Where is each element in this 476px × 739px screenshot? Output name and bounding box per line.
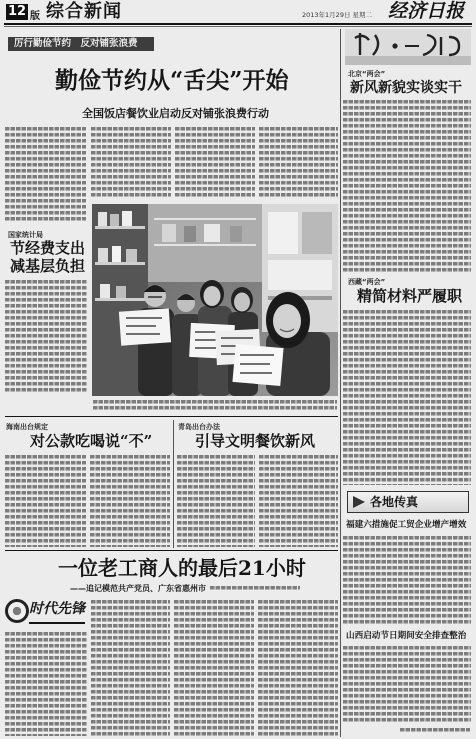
editor-credit	[400, 728, 470, 733]
regional-news-title: 各地传真	[370, 495, 419, 509]
topic-banner: 厉行勤俭节约 反对铺张浪费	[8, 37, 154, 51]
issue-date: 2013年1月29日 星期二	[302, 11, 373, 19]
feature-column-logo	[5, 596, 87, 628]
section-rule	[5, 550, 338, 551]
divider	[29, 622, 85, 624]
ribbon-icon	[353, 496, 365, 508]
article-body-text	[5, 280, 87, 392]
article-body-text	[343, 310, 471, 485]
story-headline: 福建六措施促工贸企业增产增效	[346, 520, 467, 530]
feature-column-title: 时代先锋	[29, 601, 85, 617]
story-headline: 减基层负担	[10, 257, 86, 275]
emblem-icon	[5, 599, 29, 623]
section-title: 综合新闻	[46, 1, 122, 22]
column-logo-graphic	[345, 29, 471, 65]
section-rule	[5, 416, 338, 417]
feature-subheadline-continued	[210, 586, 300, 592]
story-headline: 精简材料严履职	[357, 287, 463, 305]
story-label: 青岛出台办法	[178, 423, 220, 431]
article-body-text	[259, 127, 338, 199]
story-divider	[173, 420, 174, 548]
article-body-text	[91, 600, 170, 736]
story-headline: 新风新貌实谈实干	[350, 80, 462, 96]
story-label: 西藏“两会”	[348, 278, 386, 286]
article-body-text	[175, 127, 255, 199]
article-body-text	[5, 632, 87, 736]
story-label: 国家统计局	[8, 231, 43, 239]
photo-sign	[232, 344, 283, 386]
story-headline: 节经费支出	[10, 239, 86, 257]
story-label: 海南出台规定	[6, 423, 48, 431]
page-suffix: 版	[30, 11, 40, 22]
story-headline: 引导文明餐饮新风	[195, 432, 316, 450]
story-headline: 对公款吃喝说“不”	[30, 432, 153, 450]
masthead: 经济日报	[388, 0, 465, 22]
photo-caption	[93, 400, 337, 412]
article-body-text	[259, 455, 338, 547]
news-photo	[92, 204, 338, 396]
column-divider	[340, 29, 341, 737]
lead-headline: 勤俭节约从“舌尖”开始	[55, 67, 289, 94]
article-body-text	[174, 600, 254, 736]
article-body-text	[90, 455, 170, 547]
feature-subheadline: ——追记模范共产党员、广东省惠州市	[70, 584, 206, 593]
lead-subheadline: 全国饭店餐饮业启动反对铺张浪费行动	[82, 107, 269, 120]
story-label: 北京“两会”	[348, 70, 386, 78]
page-number: 12	[7, 4, 27, 19]
article-body-text	[258, 600, 338, 736]
photo-sign	[119, 308, 171, 345]
article-body-text	[91, 127, 171, 199]
header-rule-thin	[4, 26, 472, 27]
article-body-text	[177, 455, 255, 547]
photo-back-wall	[148, 204, 262, 282]
article-body-text	[5, 127, 86, 223]
story-headline: 山西启动节日期间安全排查整治	[346, 631, 467, 641]
regional-news-header	[347, 491, 469, 513]
header-rule	[4, 23, 472, 25]
article-body-text	[343, 646, 471, 722]
article-body-text	[5, 455, 86, 547]
feature-headline: 一位老工商人的最后21小时	[58, 556, 306, 580]
article-body-text	[343, 100, 471, 272]
article-body-text	[343, 536, 471, 626]
